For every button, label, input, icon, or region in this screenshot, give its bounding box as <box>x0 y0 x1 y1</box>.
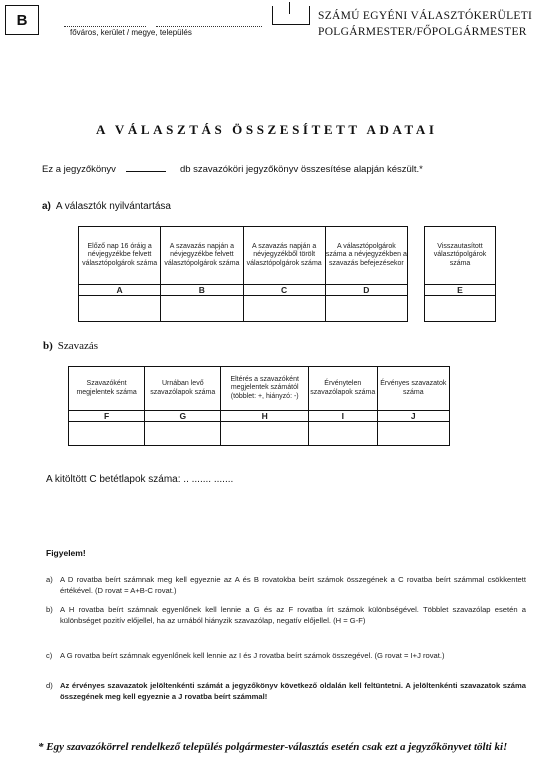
note-a <box>46 574 526 596</box>
col-d-value[interactable] <box>325 296 407 322</box>
col-i-header: Érvénytelen szavazólapok száma <box>309 367 378 411</box>
voter-register-table <box>78 226 408 322</box>
note-b-label: b) <box>46 605 53 614</box>
note-c <box>46 650 526 661</box>
note-a-text: A D rovatba beírt számnak meg kell egyeznie az A és B rovatokba beírt számok összegének a C rovatba beírt számmal csökkentett értékével. (D rovat = A+B-C rovat.) <box>60 575 526 595</box>
col-j-header: Érvényes szavazatok száma <box>377 367 449 411</box>
note-b-text: A H rovatba beírt számnak egyenlőnek kell lennie a G és az F rovatba írt számok különbségével. Többlet szavazólap esetén a különbséget pozitív előjellel, ha az urnából hiányzik szavazólap, negatív előjellel. (H = G-F) <box>60 605 526 625</box>
intro-text-before: Ez a jegyzőkönyv <box>42 164 116 175</box>
section-a-label: a) <box>42 201 51 212</box>
note-d-label: d) <box>46 681 53 690</box>
col-f-header: Szavazóként megjelentek száma <box>69 367 145 411</box>
note-d-text: Az érvényes szavazatok jelöltenkénti számát a jegyzőkönyv következő oldalán kell feltüntetni. A jelöltenkénti szavazatok száma összegének meg kell egyeznie a J rovatba beírt számmal! <box>60 681 526 701</box>
col-c-code: C <box>243 285 325 296</box>
section-b-title: Szavazás <box>57 340 99 352</box>
col-i-code: I <box>309 411 378 422</box>
section-a-title: A választók nyilvántartása <box>55 201 171 212</box>
col-b-value[interactable] <box>161 296 243 322</box>
section-b-label: b) <box>43 340 53 352</box>
col-i-value[interactable] <box>309 422 378 446</box>
col-j-code: J <box>377 411 449 422</box>
col-d-header: A választópolgárok száma a névjegyzékben a szavazás befejezésekor <box>325 227 407 285</box>
col-c-header: A szavazás napján a névjegyzékből törölt választópolgárok száma <box>243 227 325 285</box>
form-code-box <box>5 5 39 35</box>
col-e-value[interactable] <box>425 296 496 322</box>
col-b-code: B <box>161 285 243 296</box>
col-g-header: Urnában levő szavazólapok száma <box>145 367 221 411</box>
municipality-fill-line-2[interactable] <box>156 26 262 27</box>
intro-sentence <box>42 163 423 175</box>
intro-text-after: db szavazóköri jegyzőkönyv összesítése alapján készült.* <box>179 164 423 175</box>
municipality-fill-line[interactable] <box>64 26 146 27</box>
header-line-2: POLGÁRMESTER/FŐPOLGÁRMESTER <box>318 26 527 38</box>
col-h-code: H <box>221 411 309 422</box>
place-caption: főváros, kerület / megye, település <box>70 28 192 37</box>
section-b-heading <box>43 340 98 352</box>
col-g-code: G <box>145 411 221 422</box>
footnote: * Egy szavazókörrel rendelkező település polgármester-választás esetén csak ezt a jegyzőkönyvet tölti ki! <box>38 741 508 753</box>
note-b <box>46 604 526 626</box>
note-c-text: A G rovatba beírt számnak egyenlőnek kell lennie az I és J rovatba beírt számok összegével. (G rovat = I+J rovat.) <box>60 651 445 660</box>
note-a-label: a) <box>46 575 53 584</box>
sheet-count-field[interactable] <box>126 163 166 172</box>
col-f-code: F <box>69 411 145 422</box>
col-b-header: A szavazás napján a névjegyzékbe felvett választópolgárok száma <box>161 227 243 285</box>
rejected-voters-table <box>424 226 496 322</box>
note-c-label: c) <box>46 651 53 660</box>
c-sheet-count-line[interactable]: A kitöltött C betétlapok száma: .. ....... ....... <box>46 474 234 485</box>
col-f-value[interactable] <box>69 422 145 446</box>
col-j-value[interactable] <box>377 422 449 446</box>
header-line-1: SZÁMÚ EGYÉNI VÁLASZTÓKERÜLETI <box>318 10 533 22</box>
col-e-code: E <box>425 285 496 296</box>
page-title: A VÁLASZTÁS ÖSSZESÍTETT ADATAI <box>96 122 438 137</box>
district-number-box[interactable] <box>272 6 310 25</box>
attention-heading: Figyelem! <box>46 548 86 558</box>
note-d <box>46 680 526 702</box>
col-c-value[interactable] <box>243 296 325 322</box>
voting-table <box>68 366 450 446</box>
section-a-heading <box>42 201 171 212</box>
col-g-value[interactable] <box>145 422 221 446</box>
col-h-header: Eltérés a szavazóként megjelentek számától (többlet: +, hiányzó: -) <box>221 367 309 411</box>
col-h-value[interactable] <box>221 422 309 446</box>
form-code-letter: B <box>16 11 28 29</box>
col-a-header: Előző nap 16 óráig a névjegyzékbe felvett választópolgárok száma <box>79 227 161 285</box>
col-a-code: A <box>79 285 161 296</box>
col-d-code: D <box>325 285 407 296</box>
col-e-header: Visszautasított választópolgárok száma <box>425 227 496 285</box>
col-a-value[interactable] <box>79 296 161 322</box>
